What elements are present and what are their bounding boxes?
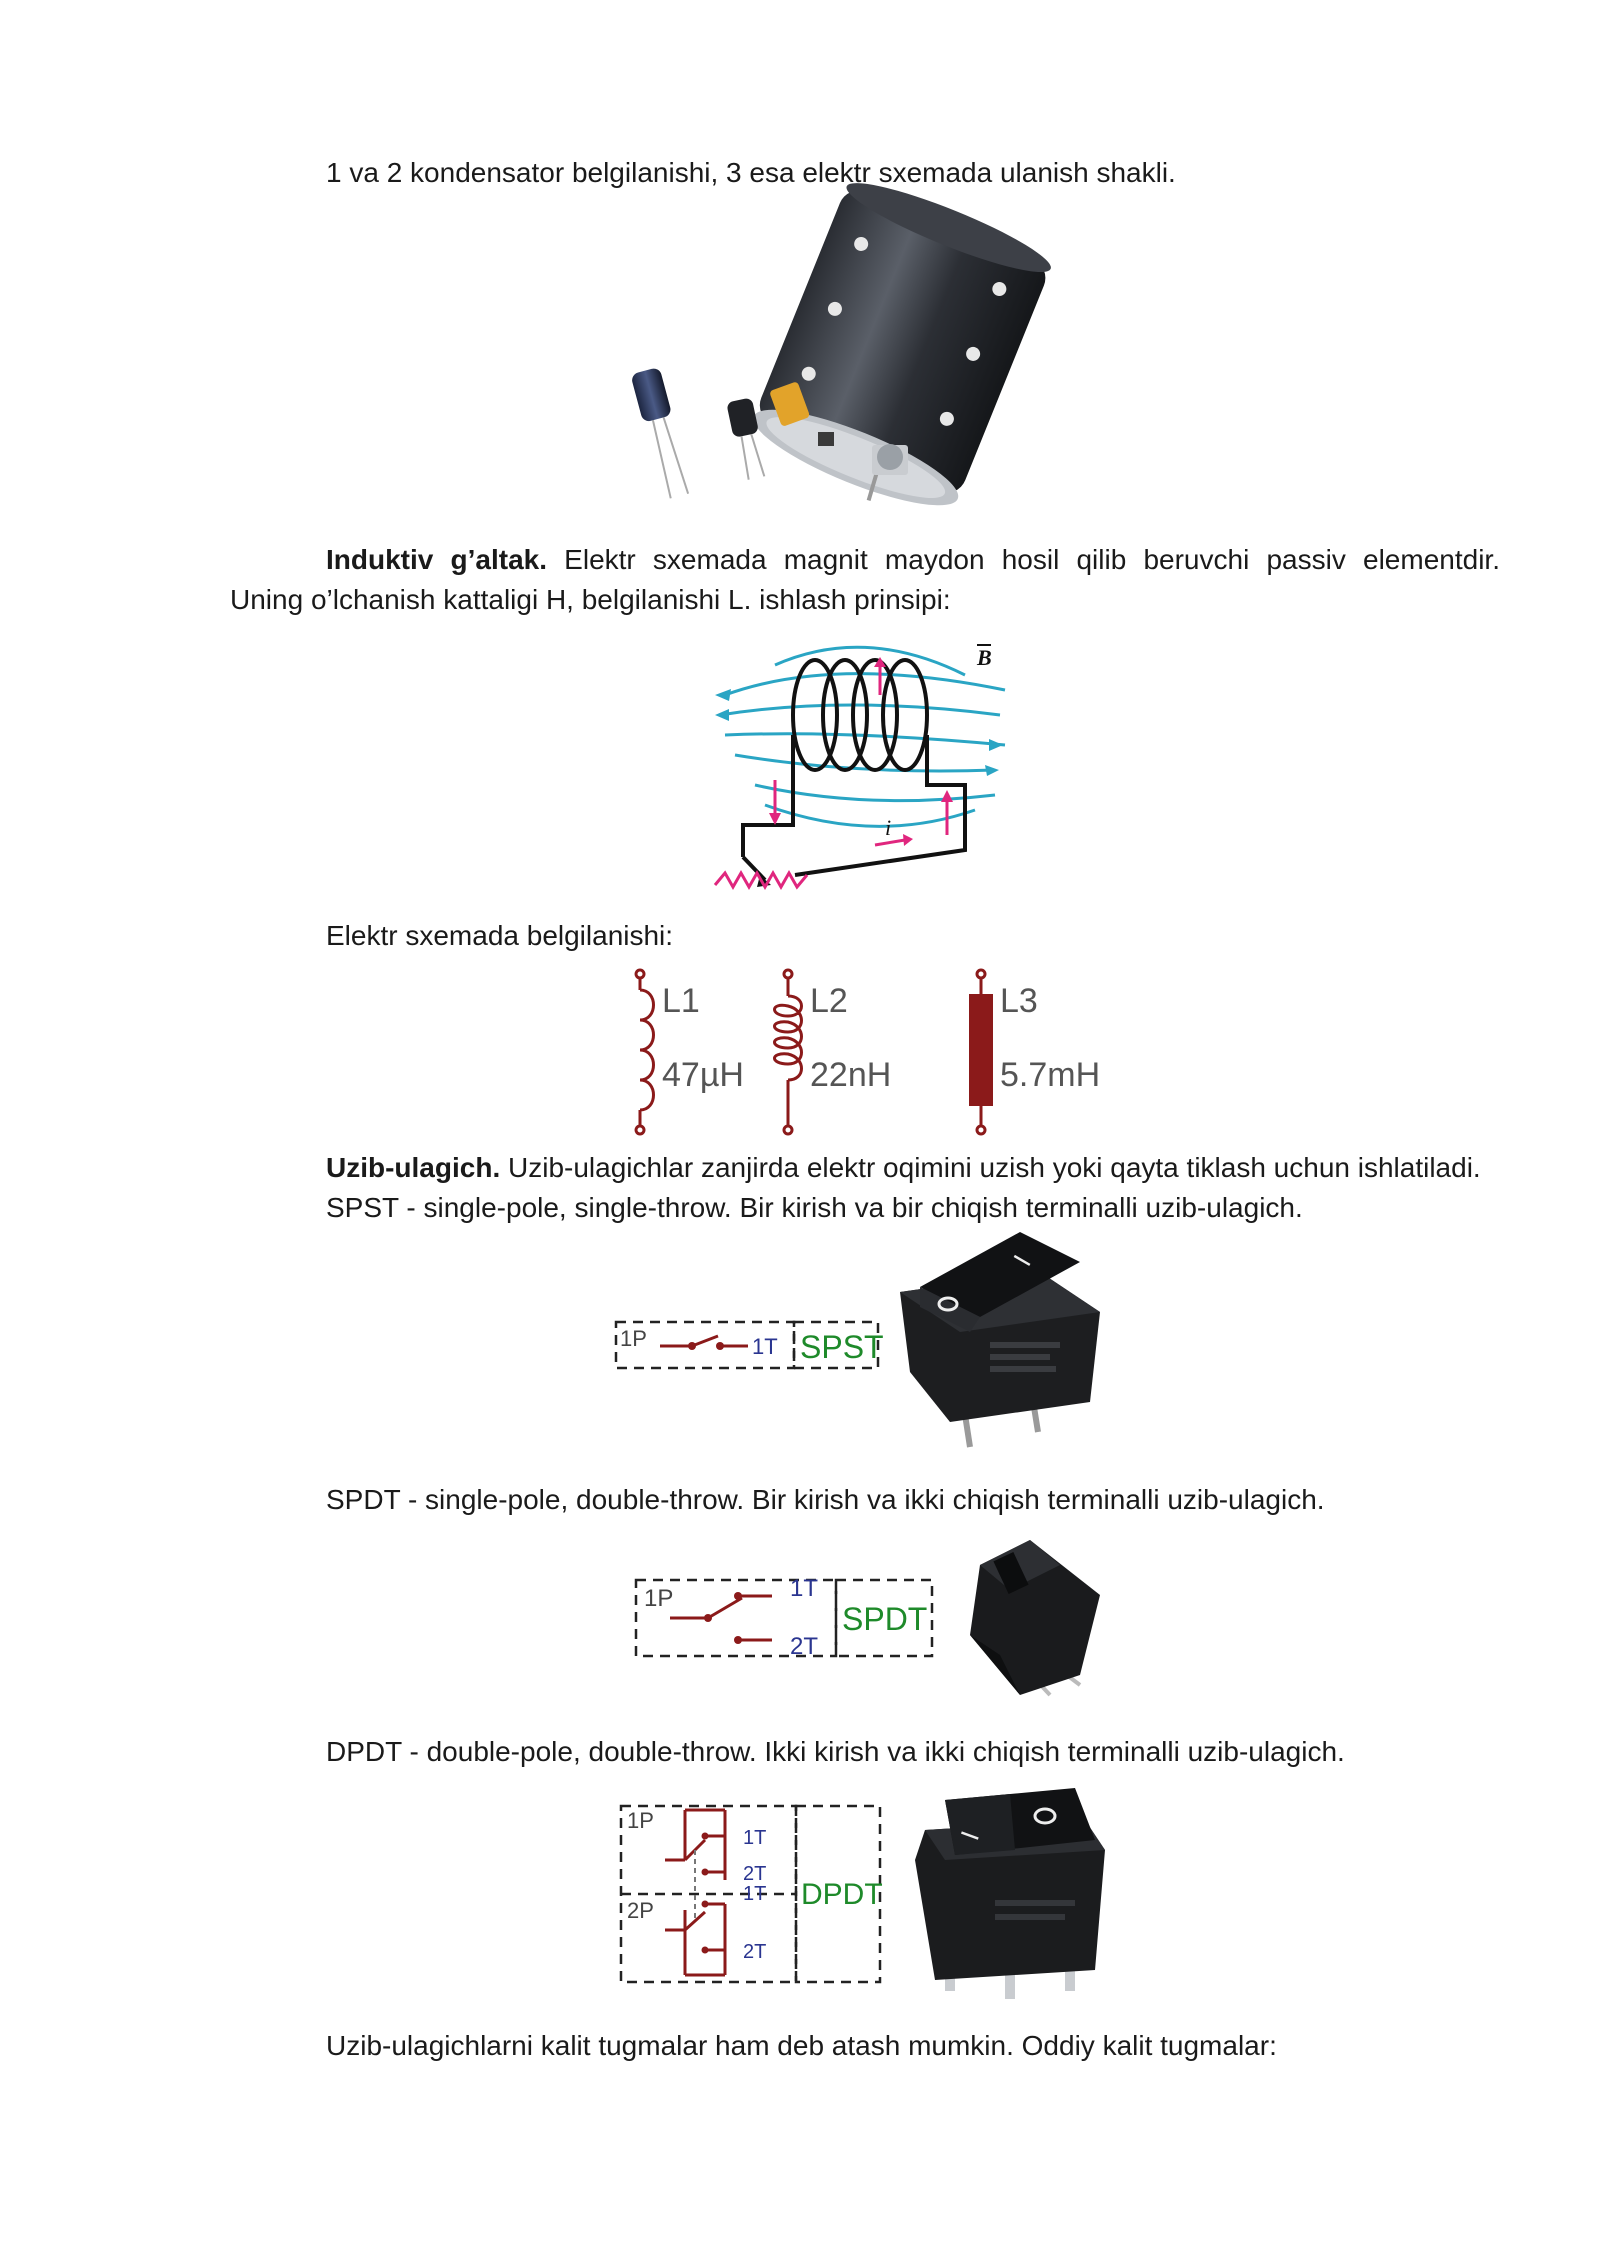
spdt-slide-switch-photo <box>960 1535 1110 1705</box>
spst-schematic <box>610 1310 900 1380</box>
dpdt-output1b-label: 1T <box>743 1883 767 1905</box>
l1-name: L1 <box>662 982 700 1020</box>
capacitors-photo <box>610 200 1120 520</box>
l2-value: 22nH <box>810 1056 892 1094</box>
dpdt-input2-label: 2P <box>627 1898 654 1923</box>
dpdt-rocker-switch-photo <box>905 1780 1125 2010</box>
inductor-text-line1: Elektr sxemada magnit maydon hosil qilib beruvchi passiv elementdir. <box>547 544 1500 575</box>
dpdt-rocker-on-mark: I <box>954 1826 986 1845</box>
field-b-label: B <box>977 645 992 670</box>
inductor-text-line2: Uning o’lchanish kattaligi H, belgilanishi L. ishlash prinsipi: <box>230 584 951 615</box>
spdt-type-label: SPDT <box>842 1601 928 1637</box>
spdt-description: SPDT - single-pole, double-throw. Bir kirish va ikki chiqish terminalli uzib-ulagich. <box>326 1484 1325 1515</box>
current-i-label: i <box>885 815 892 840</box>
spdt-output2-label: 2T <box>790 1633 819 1660</box>
spst-output-label: 1T <box>752 1334 778 1359</box>
l3-name: L3 <box>1000 982 1038 1020</box>
l3-value: 5.7mH <box>1000 1056 1101 1094</box>
dpdt-schematic <box>615 1800 895 1990</box>
spst-description: SPST - single-pole, single-throw. Bir kirish va bir chiqish terminalli uzib-ulagich. <box>326 1192 1303 1223</box>
switch-heading: Uzib-ulagich. <box>326 1152 501 1183</box>
dpdt-description: DPDT - double-pole, double-throw. Ikki kirish va ikki chiqish terminalli uzib-ulagich. <box>326 1736 1345 1767</box>
symbol-intro-text: Elektr sxemada belgilanishi: <box>326 920 674 951</box>
capacitor-caption: 1 va 2 kondensator belgilanishi, 3 esa elektr sxemada ulanish shakli. <box>326 157 1176 188</box>
l1-value: 47µH <box>662 1056 744 1094</box>
coil-field-diagram <box>715 635 1015 905</box>
spst-rocker-switch-photo <box>890 1232 1110 1452</box>
inductor-symbols <box>620 960 1140 1140</box>
rocker-on-mark: I <box>1007 1249 1037 1271</box>
spdt-schematic <box>630 1570 950 1670</box>
dpdt-output1a-label: 1T <box>743 1827 767 1849</box>
dpdt-output2a-label: 2T <box>743 1863 767 1885</box>
switch-text-line1: Uzib-ulagichlar zanjirda elektr oqimini uzish yoki qayta tiklash uchun ishlatiladi. <box>500 1152 1481 1183</box>
dpdt-type-label: DPDT <box>801 1878 883 1911</box>
dpdt-output2b-label: 2T <box>743 1941 767 1963</box>
dpdt-input1-label: 1P <box>627 1808 654 1833</box>
spdt-input-label: 1P <box>644 1585 674 1612</box>
l2-name: L2 <box>810 982 848 1020</box>
spst-type-label: SPST <box>800 1329 884 1365</box>
inductor-heading: Induktiv g’altak. <box>326 544 547 575</box>
final-line: Uzib-ulagichlarni kalit tugmalar ham deb atash mumkin. Oddiy kalit tugmalar: <box>326 2030 1277 2061</box>
spst-input-label: 1P <box>620 1326 647 1351</box>
spdt-output1-label: 1T <box>790 1575 819 1602</box>
